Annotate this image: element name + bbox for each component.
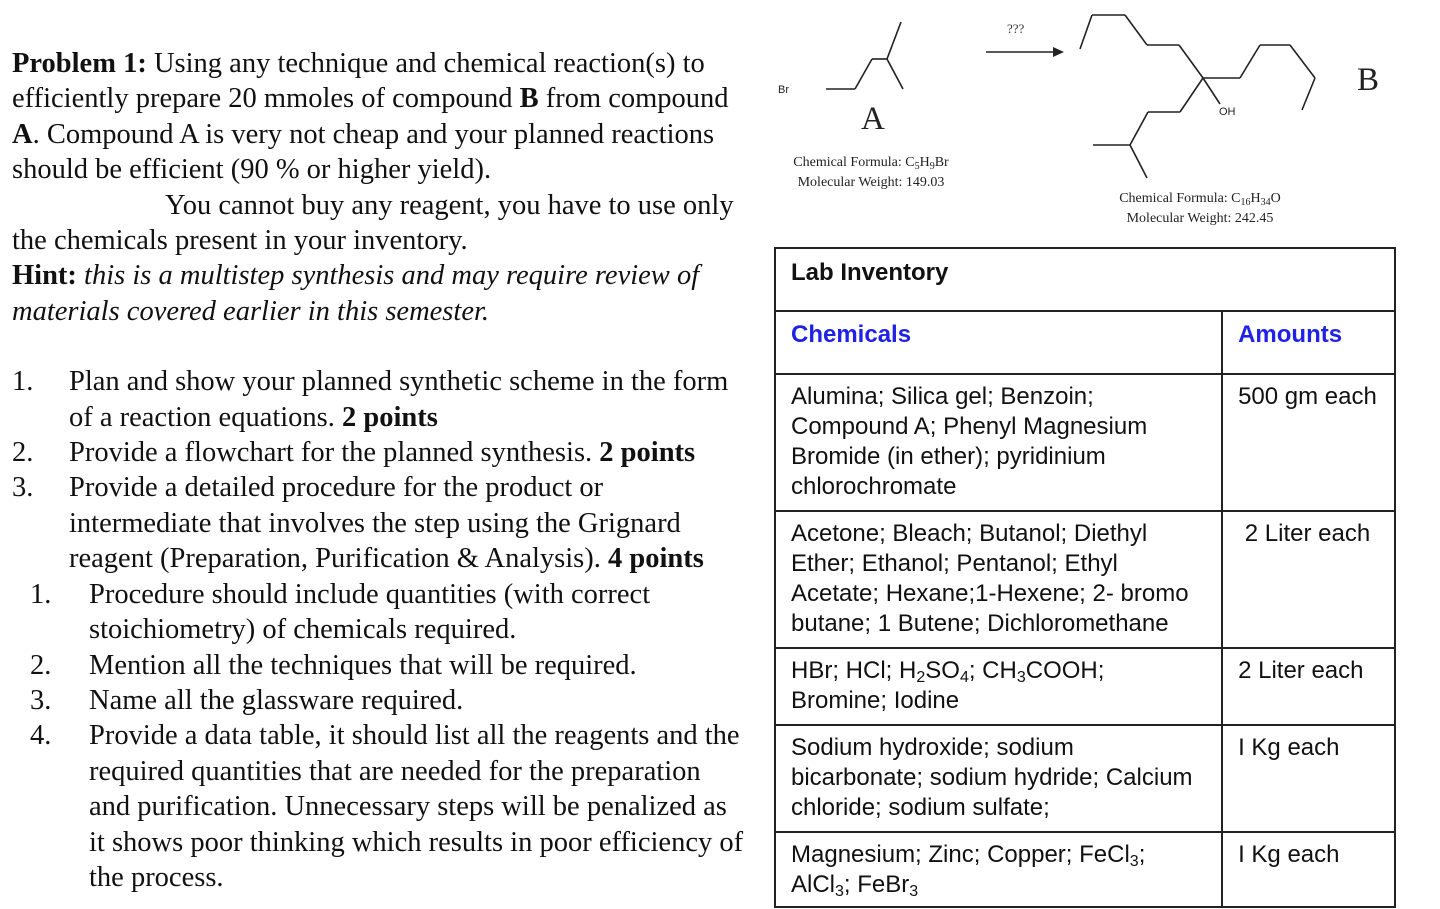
table-title-row [775, 248, 1395, 311]
task-list [12, 364, 747, 576]
reaction-scheme [760, 0, 1440, 245]
table-header-row [775, 311, 1395, 374]
subtask-number: 3. [30, 684, 52, 716]
subtask-text: Procedure should include quantities (with correct stoichiometry) of chemicals required. [89, 578, 651, 646]
subtask-number: 4. [30, 720, 52, 752]
chemicals-cell: Alumina; Silica gel; Benzoin; Compound A; Phenyl Magnesium Bromide (in ether); pyridinium chlorochromate [775, 374, 1222, 511]
subtask-number: 2. [30, 649, 52, 681]
amount-cell: 2 Liter each [1222, 648, 1395, 725]
compound-a-formula: Chemical Formula: $C_5H_9Br$ [793, 155, 949, 172]
amount-cell: I Kg each [1222, 725, 1395, 832]
task-item [12, 470, 747, 576]
compound-a-caption [766, 153, 976, 193]
compound-b-weight: Molecular Weight: 242.45 [1126, 211, 1274, 226]
compound-b-formula: Chemical Formula: $C_{16}H_{34}O$ [1119, 191, 1281, 208]
restriction-text: You cannot buy any reagent, you have to use only the chemicals present in your inventory. [12, 189, 734, 257]
compound-b-ref: B [519, 83, 539, 115]
table-row [775, 648, 1395, 725]
problem-intro-part: from compound [538, 83, 729, 115]
compound-a-letter: A [861, 101, 885, 137]
problem-intro-part: . Compound A is very not cheap and your planned reactions should be efficient (90 % or higher yield). [12, 118, 715, 186]
chemicals-cell: HBr; HCl; $H_2SO_4$; $CH_3COOH$; Bromine; Iodine [775, 648, 1222, 725]
task-text: Provide a flowchart for the planned synthesis. [69, 437, 600, 469]
task-points: 2 points [599, 437, 696, 469]
table-row [775, 832, 1395, 907]
chemicals-cell: Magnesium; Zinc; Copper; FeCl$_3$; AlCl$_3$; FeBr$_3$ [775, 832, 1222, 907]
subtask-list [12, 577, 747, 896]
subtask-item [12, 718, 747, 895]
subtask-number: 1. [30, 578, 52, 610]
task-text: Plan and show your planned synthetic scheme in the form of a reaction equations. [69, 366, 729, 433]
subtask-item [12, 577, 747, 648]
hint [12, 258, 747, 329]
amount-cell: 2 Liter each [1222, 511, 1395, 648]
problem-intro [12, 46, 747, 188]
subtask-item [12, 683, 747, 718]
task-item [12, 364, 747, 435]
hint-text: this is a multistep synthesis and may require review of materials covered earlier in this semester. [12, 260, 700, 327]
column-header-chemicals: Chemicals [775, 311, 1222, 374]
compound-b-structure [1080, 15, 1315, 178]
subtask-text: Mention all the techniques that will be required. [89, 649, 637, 681]
task-text: Provide a detailed procedure for the product or intermediate that involves the step using the Grignard reagent (Preparation, Purification & Analysis). [69, 472, 681, 575]
task-number: 2. [12, 437, 34, 469]
compound-a-structure [826, 22, 903, 89]
hint-label: Hint: [12, 260, 77, 292]
amount-cell: I Kg each [1222, 832, 1395, 907]
problem-label: Problem 1: [12, 48, 147, 79]
task-points: 2 points [342, 401, 438, 433]
hydroxyl-atom-label: OH [1219, 106, 1236, 118]
column-header-amounts: Amounts [1222, 311, 1395, 374]
table-title: Lab Inventory [775, 248, 1395, 311]
reaction-arrow [986, 47, 1064, 57]
lab-inventory-table [774, 247, 1396, 908]
problem-statement [12, 46, 747, 895]
compound-a-ref: A [12, 118, 33, 150]
compound-b-caption [1095, 189, 1305, 229]
chemicals-cell: Sodium hydroxide; sodium bicarbonate; sodium hydride; Calcium chloride; sodium sulfate; [775, 725, 1222, 832]
table-row [775, 374, 1395, 511]
reaction-conditions-label: ??? [1007, 21, 1025, 36]
bromine-atom-label: Br [778, 84, 789, 96]
subtask-text: Name all the glassware required. [89, 684, 464, 716]
task-number: 1. [12, 366, 34, 398]
compound-b-letter: B [1357, 62, 1380, 98]
subtask-text: Provide a data table, it should list all the reagents and the required quantities that are needed for the preparation and purification. Unnecessary steps will be penalized as it shows poor thinking which results in poor efficiency of the process. [89, 720, 744, 893]
compound-a-weight: Molecular Weight: 149.03 [797, 175, 945, 190]
problem-intro-part: Using any technique and chemical reaction(s) to efficiently prepare 20 mmoles of compound [12, 48, 705, 115]
amount-cell: 500 gm each [1222, 374, 1395, 511]
task-number: 3. [12, 472, 34, 504]
table-row [775, 725, 1395, 832]
subtask-item [12, 648, 747, 683]
task-item [12, 435, 747, 470]
chemicals-cell: Acetone; Bleach; Butanol; Diethyl Ether; Ethanol; Pentanol; Ethyl Acetate; Hexane;1-Hexene; 2- bromo butane; 1 Butene; Dichloromethane [775, 511, 1222, 648]
table-row [775, 511, 1395, 648]
task-points: 4 points [607, 543, 704, 575]
